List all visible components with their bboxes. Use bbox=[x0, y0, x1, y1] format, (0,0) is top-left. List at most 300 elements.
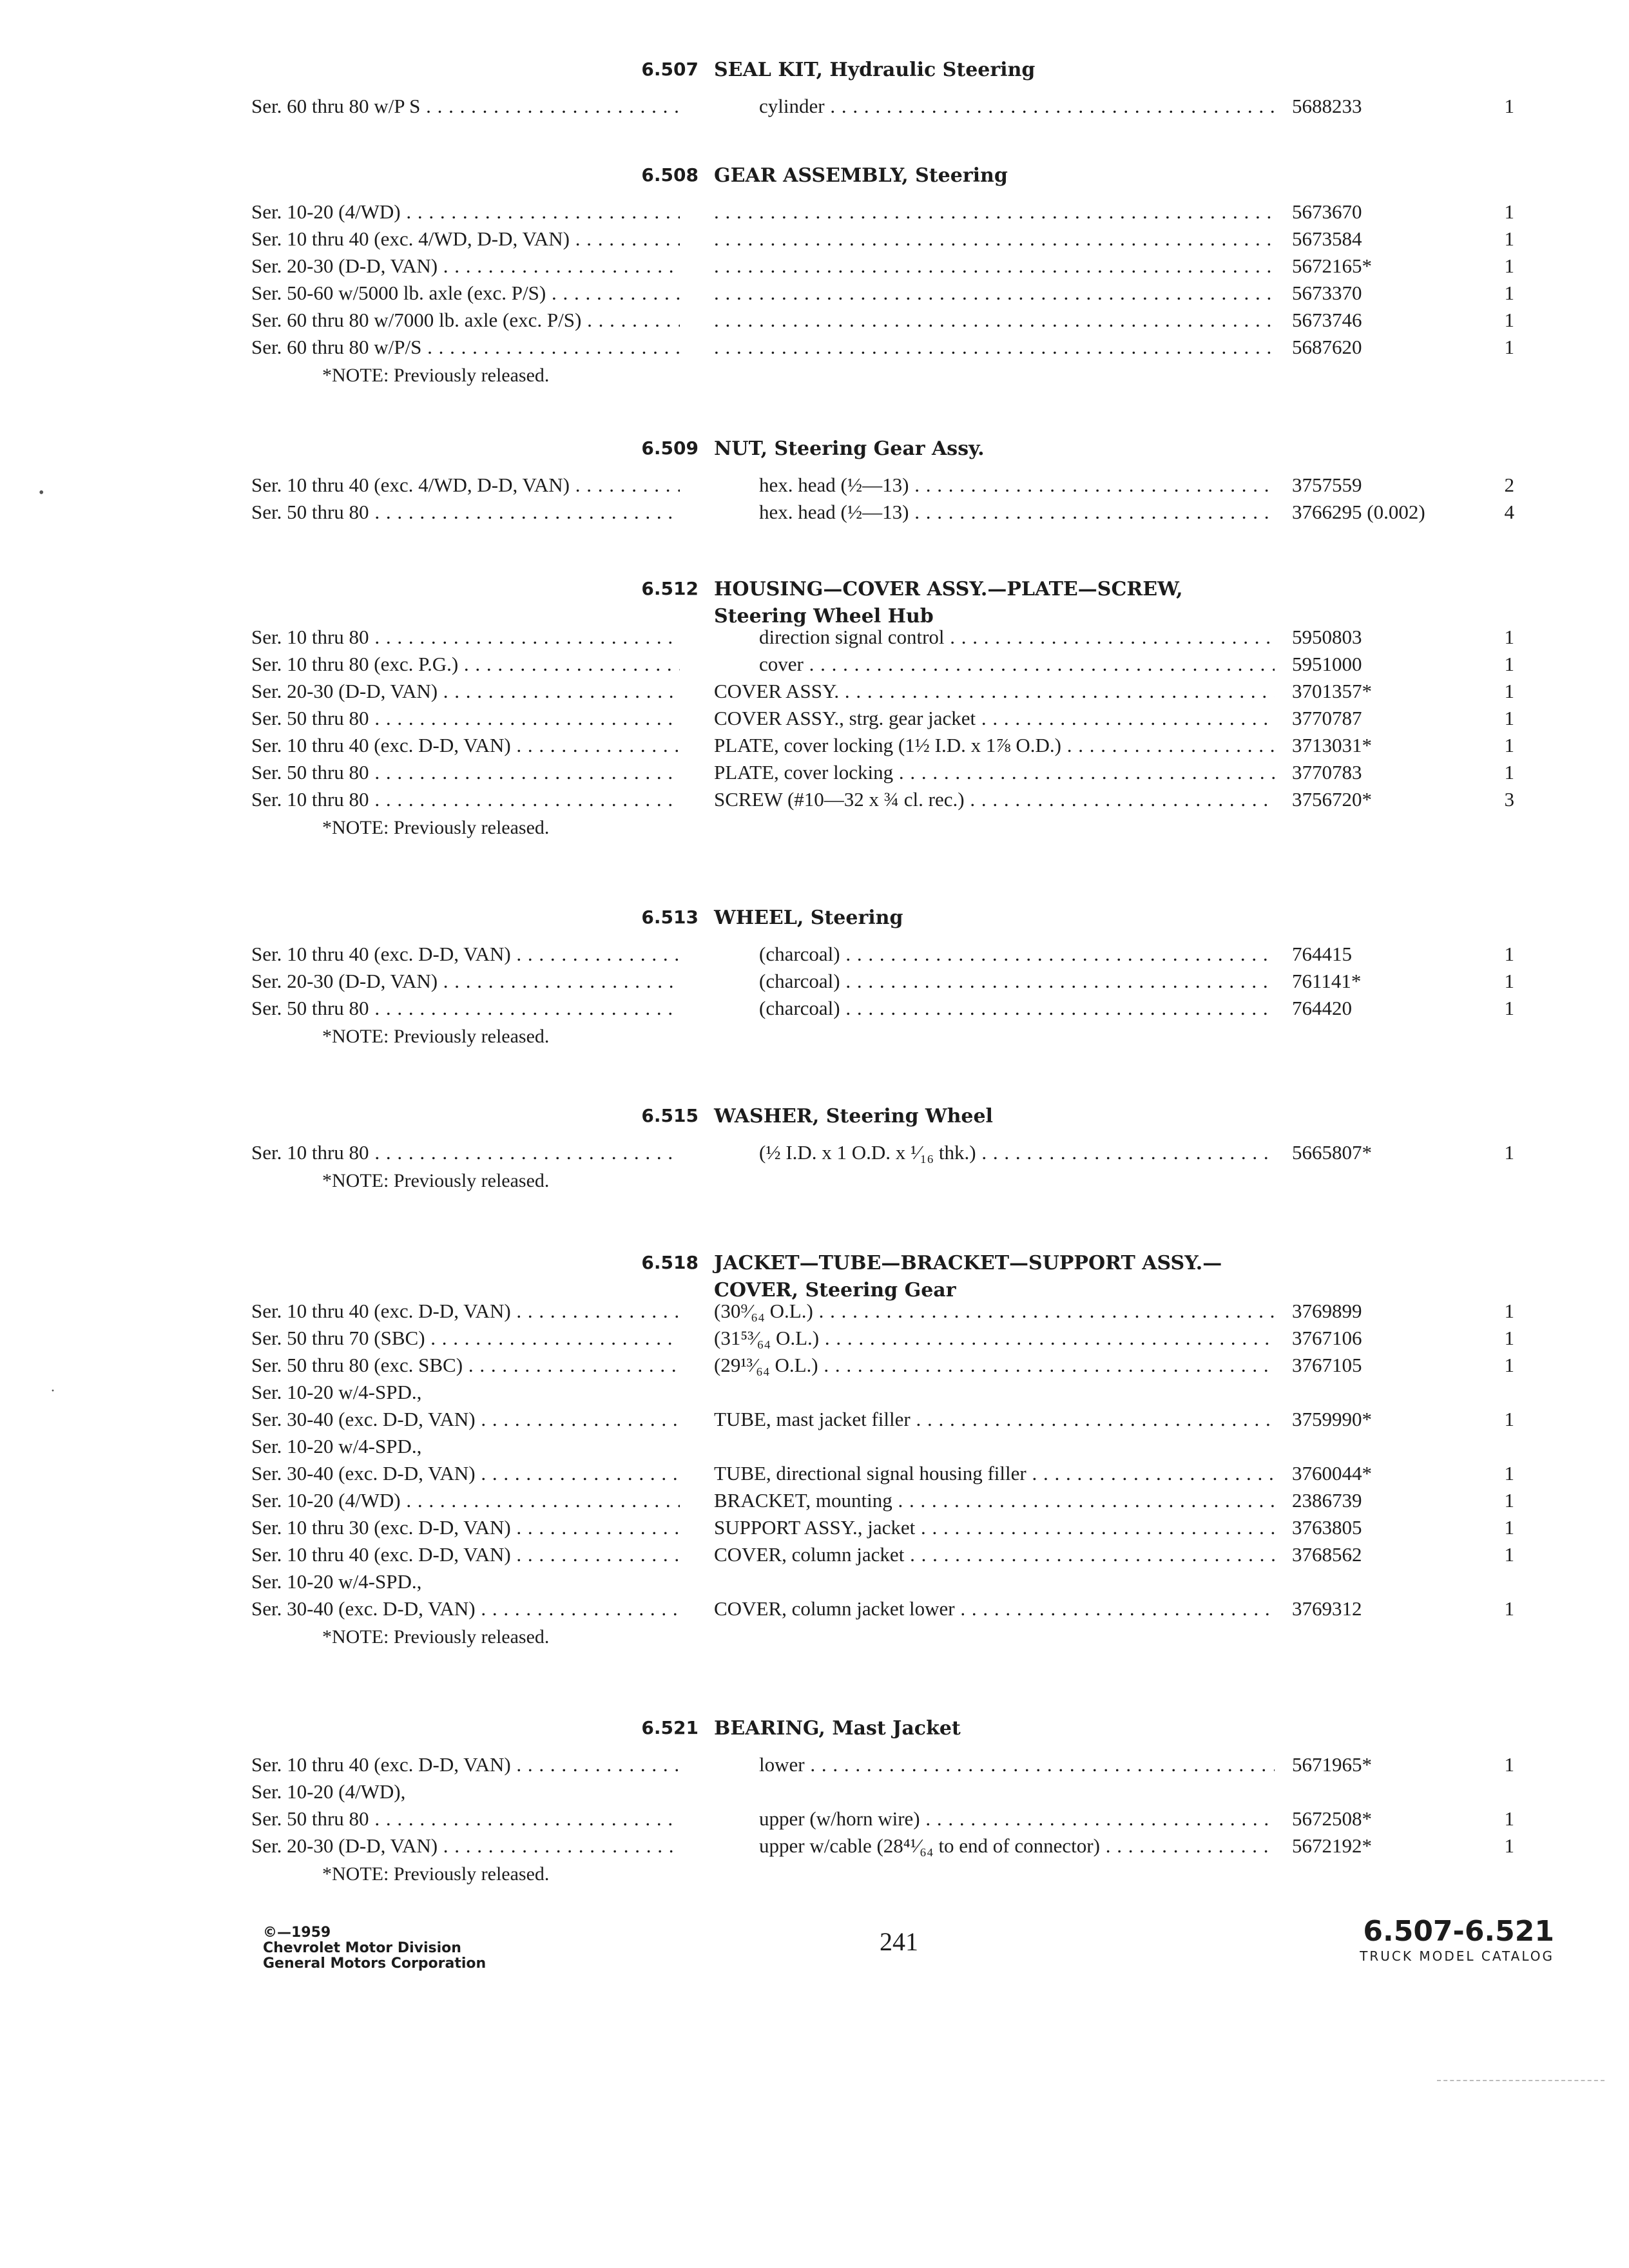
section-6-509 bbox=[0, 436, 1629, 526]
series-text: Ser. 50-60 w/5000 lb. axle (exc. P/S) bbox=[251, 282, 546, 304]
part-number: 764420 bbox=[1292, 997, 1352, 1019]
description-text: (charcoal) bbox=[759, 970, 840, 992]
description-text: cover bbox=[759, 653, 804, 675]
series-text: Ser. 10 thru 30 (exc. D-D, VAN) bbox=[251, 1516, 511, 1539]
series-label bbox=[251, 624, 680, 651]
series-text: Ser. 10-20 (4/WD) bbox=[251, 200, 401, 223]
series-label bbox=[251, 253, 680, 280]
series-text: Ser. 10 thru 40 (exc. D-D, VAN) bbox=[251, 1753, 511, 1776]
section-number: 6.518 bbox=[641, 1252, 699, 1273]
part-row bbox=[0, 651, 1629, 678]
section-number: 6.509 bbox=[641, 437, 699, 459]
section-header bbox=[0, 1250, 1629, 1302]
part-number: 5950803 bbox=[1292, 626, 1362, 648]
series-label bbox=[251, 1514, 680, 1541]
part-description bbox=[714, 1460, 1275, 1487]
series-text: Ser. 10 thru 40 (exc. D-D, VAN) bbox=[251, 1300, 511, 1322]
parts-list bbox=[0, 472, 1629, 526]
part-description bbox=[714, 1406, 1275, 1433]
part-description bbox=[714, 1325, 1275, 1352]
description-text: (29¹³⁄₆₄ O.L.) bbox=[714, 1354, 818, 1376]
section-number: 6.512 bbox=[641, 578, 699, 599]
section-title-line: SEAL KIT, Hydraulic Steering bbox=[714, 59, 1036, 81]
scan-speck: · bbox=[50, 1383, 55, 1399]
section-number: 6.513 bbox=[641, 907, 699, 928]
series-text: Ser. 60 thru 80 w/P S bbox=[251, 95, 421, 117]
series-text: Ser. 10-20 (4/WD), bbox=[251, 1780, 406, 1803]
part-row bbox=[0, 226, 1629, 253]
section-number: 6.507 bbox=[641, 59, 699, 80]
part-row bbox=[0, 941, 1629, 968]
quantity: 1 bbox=[1504, 1834, 1514, 1857]
note-text: *NOTE: Previously released. bbox=[322, 1170, 550, 1191]
section-title bbox=[714, 905, 1487, 932]
series-label bbox=[251, 198, 680, 226]
series-text: Ser. 10 thru 80 bbox=[251, 626, 369, 648]
part-number: 3770787 bbox=[1292, 707, 1362, 729]
page-number: 241 bbox=[880, 1927, 918, 1956]
part-row bbox=[0, 759, 1629, 786]
part-description bbox=[714, 1487, 1275, 1514]
description-text: SUPPORT ASSY., jacket bbox=[714, 1516, 916, 1539]
part-row bbox=[0, 1433, 1629, 1460]
parts-list bbox=[0, 1298, 1629, 1622]
section-6-521 bbox=[0, 1715, 1629, 1889]
part-row bbox=[0, 1379, 1629, 1406]
description-text: (30⁹⁄₆₄ O.L.) bbox=[714, 1300, 813, 1322]
part-number: 5673670 bbox=[1292, 200, 1362, 223]
series-label bbox=[251, 307, 680, 334]
section-title-line: WHEEL, Steering bbox=[714, 907, 903, 929]
description-text: PLATE, cover locking (1½ I.D. x 1⅞ O.D.) bbox=[714, 734, 1061, 756]
quantity: 1 bbox=[1504, 1516, 1514, 1539]
series-text: Ser. 20-30 (D-D, VAN) bbox=[251, 970, 438, 992]
quantity: 1 bbox=[1504, 707, 1514, 729]
part-number: 3768562 bbox=[1292, 1543, 1362, 1566]
series-label bbox=[251, 1568, 680, 1595]
series-label bbox=[251, 651, 680, 678]
parts-list bbox=[0, 941, 1629, 1022]
series-label bbox=[251, 1778, 680, 1805]
part-number: 5671965* bbox=[1292, 1753, 1372, 1776]
part-row bbox=[0, 995, 1629, 1022]
series-label bbox=[251, 732, 680, 759]
part-number: 3767106 bbox=[1292, 1327, 1362, 1349]
section-title-line: NUT, Steering Gear Assy. bbox=[714, 437, 985, 460]
section-header bbox=[0, 1715, 1629, 1751]
part-row bbox=[0, 705, 1629, 732]
series-label bbox=[251, 1751, 680, 1778]
series-text: Ser. 10 thru 40 (exc. 4/WD, D-D, VAN) bbox=[251, 474, 570, 496]
series-text: Ser. 50 thru 80 bbox=[251, 1807, 369, 1830]
part-number: 3757559 bbox=[1292, 474, 1362, 496]
series-label bbox=[251, 1487, 680, 1514]
section-header bbox=[0, 576, 1629, 628]
part-description bbox=[714, 198, 1275, 226]
part-description bbox=[759, 1751, 1275, 1778]
part-description bbox=[714, 786, 1275, 813]
quantity: 1 bbox=[1504, 734, 1514, 756]
part-row bbox=[0, 1460, 1629, 1487]
description-text: direction signal control bbox=[759, 626, 945, 648]
series-label bbox=[251, 1139, 680, 1166]
section-header bbox=[0, 57, 1629, 93]
section-title-line: BEARING, Mast Jacket bbox=[714, 1717, 961, 1740]
part-number: 5688233 bbox=[1292, 95, 1362, 117]
quantity: 1 bbox=[1504, 1543, 1514, 1566]
section-title-line: WASHER, Steering Wheel bbox=[714, 1105, 993, 1128]
series-text: Ser. 30-40 (exc. D-D, VAN) bbox=[251, 1597, 476, 1620]
section-title bbox=[714, 576, 1487, 630]
note-text: *NOTE: Previously released. bbox=[322, 1626, 550, 1648]
parts-list bbox=[0, 624, 1629, 813]
quantity: 1 bbox=[1504, 1300, 1514, 1322]
part-row bbox=[0, 1805, 1629, 1832]
series-label bbox=[251, 1379, 680, 1406]
section-title-line: GEAR ASSEMBLY, Steering bbox=[714, 164, 1008, 187]
part-description bbox=[714, 705, 1275, 732]
part-description bbox=[714, 678, 1275, 705]
catalog-name: TRUCK MODEL CATALOG bbox=[1360, 1948, 1554, 1964]
part-number: 3701357* bbox=[1292, 680, 1372, 702]
quantity: 1 bbox=[1504, 1141, 1514, 1164]
part-row bbox=[0, 1298, 1629, 1325]
quantity: 1 bbox=[1504, 200, 1514, 223]
section-title-line: JACKET—TUBE—BRACKET—SUPPORT ASSY.— bbox=[714, 1252, 1222, 1274]
part-row bbox=[0, 307, 1629, 334]
series-text: Ser. 50 thru 80 (exc. SBC) bbox=[251, 1354, 463, 1376]
part-number: 3767105 bbox=[1292, 1354, 1362, 1376]
part-description bbox=[714, 307, 1275, 334]
series-text: Ser. 50 thru 70 (SBC) bbox=[251, 1327, 425, 1349]
description-text: (charcoal) bbox=[759, 997, 840, 1019]
description-text: upper w/cable (28⁴¹⁄₆₄ to end of connector) bbox=[759, 1834, 1100, 1857]
note-text: *NOTE: Previously released. bbox=[322, 365, 550, 386]
section-note bbox=[0, 361, 1629, 390]
series-text: Ser. 50 thru 80 bbox=[251, 997, 369, 1019]
parts-list bbox=[0, 93, 1629, 120]
quantity: 1 bbox=[1504, 336, 1514, 358]
part-number: 2386739 bbox=[1292, 1489, 1362, 1512]
section-6-512 bbox=[0, 576, 1629, 843]
note-text: *NOTE: Previously released. bbox=[322, 817, 550, 838]
section-6-508 bbox=[0, 162, 1629, 390]
part-description bbox=[714, 226, 1275, 253]
corporation-name: General Motors Corporation bbox=[263, 1956, 487, 1972]
description-text: lower bbox=[759, 1753, 805, 1776]
series-text: Ser. 10-20 w/4-SPD., bbox=[251, 1435, 422, 1457]
series-label bbox=[251, 1460, 680, 1487]
series-text: Ser. 50 thru 80 bbox=[251, 501, 369, 523]
quantity: 1 bbox=[1504, 255, 1514, 277]
quantity: 1 bbox=[1504, 680, 1514, 702]
part-number: 5672165* bbox=[1292, 255, 1372, 277]
series-text: Ser. 10 thru 40 (exc. 4/WD, D-D, VAN) bbox=[251, 227, 570, 250]
part-row bbox=[0, 1352, 1629, 1379]
footer-publisher bbox=[263, 1925, 486, 1972]
section-note bbox=[0, 1860, 1629, 1889]
part-row bbox=[0, 1139, 1629, 1166]
quantity: 1 bbox=[1504, 761, 1514, 783]
part-number: 761141* bbox=[1292, 970, 1362, 992]
part-description bbox=[714, 1595, 1275, 1622]
part-row bbox=[0, 732, 1629, 759]
part-row bbox=[0, 1487, 1629, 1514]
division-name: Chevrolet Motor Division bbox=[263, 1940, 461, 1956]
part-row bbox=[0, 472, 1629, 499]
part-number: 5673370 bbox=[1292, 282, 1362, 304]
series-label bbox=[251, 499, 680, 526]
section-number: 6.521 bbox=[641, 1717, 699, 1738]
series-label bbox=[251, 1352, 680, 1379]
series-text: Ser. 10 thru 80 bbox=[251, 788, 369, 811]
part-description bbox=[759, 968, 1275, 995]
part-description bbox=[714, 280, 1275, 307]
part-description bbox=[714, 1298, 1275, 1325]
quantity: 1 bbox=[1504, 282, 1514, 304]
series-text: Ser. 30-40 (exc. D-D, VAN) bbox=[251, 1462, 476, 1485]
section-title-line: HOUSING—COVER ASSY.—PLATE—SCREW, bbox=[714, 578, 1183, 601]
description-text: TUBE, mast jacket filler bbox=[714, 1408, 911, 1430]
part-number: 764415 bbox=[1292, 943, 1352, 965]
description-text: hex. head (½—13) bbox=[759, 474, 909, 496]
series-text: Ser. 10 thru 40 (exc. D-D, VAN) bbox=[251, 734, 511, 756]
note-text: *NOTE: Previously released. bbox=[322, 1026, 550, 1047]
part-row bbox=[0, 499, 1629, 526]
part-description bbox=[759, 651, 1275, 678]
section-number: 6.508 bbox=[641, 164, 699, 186]
part-row bbox=[0, 624, 1629, 651]
part-number: 3760044* bbox=[1292, 1462, 1372, 1485]
part-description bbox=[759, 624, 1275, 651]
series-text: Ser. 30-40 (exc. D-D, VAN) bbox=[251, 1408, 476, 1430]
part-number: 5672508* bbox=[1292, 1807, 1372, 1830]
series-text: Ser. 10-20 (4/WD) bbox=[251, 1489, 401, 1512]
series-text: Ser. 10 thru 40 (exc. D-D, VAN) bbox=[251, 1543, 511, 1566]
section-range: 6.507-6.521 bbox=[1363, 1915, 1554, 1948]
part-description bbox=[759, 499, 1275, 526]
series-label bbox=[251, 1832, 680, 1860]
series-label bbox=[251, 759, 680, 786]
series-label bbox=[251, 1298, 680, 1325]
part-number: 3759990* bbox=[1292, 1408, 1372, 1430]
part-number: 5665807* bbox=[1292, 1141, 1372, 1164]
part-row bbox=[0, 678, 1629, 705]
part-description bbox=[714, 334, 1275, 361]
quantity: 4 bbox=[1504, 501, 1514, 523]
series-text: Ser. 10 thru 40 (exc. D-D, VAN) bbox=[251, 943, 511, 965]
series-text: Ser. 50 thru 80 bbox=[251, 761, 369, 783]
description-text: COVER ASSY. bbox=[714, 680, 840, 702]
part-description bbox=[714, 253, 1275, 280]
part-row bbox=[0, 253, 1629, 280]
part-row bbox=[0, 1595, 1629, 1622]
quantity: 1 bbox=[1504, 309, 1514, 331]
section-6-518 bbox=[0, 1250, 1629, 1652]
quantity: 3 bbox=[1504, 788, 1514, 811]
part-description bbox=[759, 1139, 1275, 1166]
series-text: Ser. 10 thru 80 (exc. P.G.) bbox=[251, 653, 459, 675]
section-header bbox=[0, 905, 1629, 941]
quantity: 1 bbox=[1504, 653, 1514, 675]
section-title-line: Steering Wheel Hub bbox=[714, 605, 934, 628]
copyright: ©—1959 bbox=[263, 1925, 331, 1941]
quantity: 1 bbox=[1504, 1807, 1514, 1830]
series-text: Ser. 10-20 w/4-SPD., bbox=[251, 1381, 422, 1403]
quantity: 2 bbox=[1504, 474, 1514, 496]
section-title-line: COVER, Steering Gear bbox=[714, 1279, 956, 1302]
section-6-515 bbox=[0, 1103, 1629, 1196]
series-label bbox=[251, 678, 680, 705]
part-number: 5687620 bbox=[1292, 336, 1362, 358]
series-text: Ser. 20-30 (D-D, VAN) bbox=[251, 255, 438, 277]
part-number: 3770783 bbox=[1292, 761, 1362, 783]
quantity: 1 bbox=[1504, 626, 1514, 648]
series-text: Ser. 20-30 (D-D, VAN) bbox=[251, 1834, 438, 1857]
quantity: 1 bbox=[1504, 1597, 1514, 1620]
series-text: Ser. 50 thru 80 bbox=[251, 707, 369, 729]
description-text: (charcoal) bbox=[759, 943, 840, 965]
description-text: BRACKET, mounting bbox=[714, 1489, 892, 1512]
part-row bbox=[0, 1325, 1629, 1352]
quantity: 1 bbox=[1504, 997, 1514, 1019]
parts-list bbox=[0, 198, 1629, 361]
part-row bbox=[0, 1778, 1629, 1805]
section-title bbox=[714, 436, 1487, 463]
series-text: Ser. 20-30 (D-D, VAN) bbox=[251, 680, 438, 702]
part-description bbox=[759, 941, 1275, 968]
part-number: 3769899 bbox=[1292, 1300, 1362, 1322]
part-row bbox=[0, 280, 1629, 307]
series-label bbox=[251, 1805, 680, 1832]
part-number: 5673584 bbox=[1292, 227, 1362, 250]
description-text: SCREW (#10—32 x ¾ cl. rec.) bbox=[714, 788, 965, 811]
part-row bbox=[0, 334, 1629, 361]
part-row bbox=[0, 786, 1629, 813]
part-number: 3769312 bbox=[1292, 1597, 1362, 1620]
part-description bbox=[759, 995, 1275, 1022]
description-text: TUBE, directional signal housing filler bbox=[714, 1462, 1027, 1485]
part-row bbox=[0, 93, 1629, 120]
part-row bbox=[0, 1514, 1629, 1541]
part-number: 3756720* bbox=[1292, 788, 1372, 811]
series-label bbox=[251, 1406, 680, 1433]
part-description bbox=[714, 1352, 1275, 1379]
section-header bbox=[0, 1103, 1629, 1139]
section-title bbox=[714, 1250, 1487, 1304]
section-6-507 bbox=[0, 57, 1629, 120]
section-note bbox=[0, 1166, 1629, 1196]
quantity: 1 bbox=[1504, 1462, 1514, 1485]
section-title bbox=[714, 1103, 1487, 1130]
section-title bbox=[714, 57, 1487, 84]
quantity: 1 bbox=[1504, 943, 1514, 965]
parts-list bbox=[0, 1751, 1629, 1860]
part-description bbox=[714, 1514, 1275, 1541]
description-text: PLATE, cover locking bbox=[714, 761, 894, 783]
part-row bbox=[0, 1541, 1629, 1568]
series-label bbox=[251, 280, 680, 307]
part-row bbox=[0, 1568, 1629, 1595]
scan-speck: • bbox=[39, 485, 44, 501]
part-number: 5951000 bbox=[1292, 653, 1362, 675]
parts-list bbox=[0, 1139, 1629, 1166]
part-number: 3713031* bbox=[1292, 734, 1372, 756]
series-label bbox=[251, 968, 680, 995]
part-row bbox=[0, 1406, 1629, 1433]
part-row bbox=[0, 198, 1629, 226]
part-row bbox=[0, 968, 1629, 995]
series-label bbox=[251, 786, 680, 813]
series-label bbox=[251, 334, 680, 361]
description-text: cylinder bbox=[759, 95, 825, 117]
quantity: 1 bbox=[1504, 227, 1514, 250]
series-text: Ser. 10 thru 80 bbox=[251, 1141, 369, 1164]
quantity: 1 bbox=[1504, 1327, 1514, 1349]
section-note bbox=[0, 1622, 1629, 1652]
section-title bbox=[714, 1715, 1487, 1742]
part-description bbox=[714, 732, 1275, 759]
series-text: Ser. 10-20 w/4-SPD., bbox=[251, 1570, 422, 1593]
series-label bbox=[251, 1541, 680, 1568]
series-label bbox=[251, 1433, 680, 1460]
series-label bbox=[251, 705, 680, 732]
description-text: COVER ASSY., strg. gear jacket bbox=[714, 707, 976, 729]
series-label bbox=[251, 93, 680, 120]
quantity: 1 bbox=[1504, 95, 1514, 117]
section-note bbox=[0, 1022, 1629, 1052]
description-text: upper (w/horn wire) bbox=[759, 1807, 920, 1830]
quantity: 1 bbox=[1504, 1408, 1514, 1430]
series-label bbox=[251, 995, 680, 1022]
description-text: COVER, column jacket lower bbox=[714, 1597, 955, 1620]
series-label bbox=[251, 226, 680, 253]
part-number: 5672192* bbox=[1292, 1834, 1372, 1857]
note-text: *NOTE: Previously released. bbox=[322, 1863, 550, 1885]
scan-smudge bbox=[1437, 2080, 1605, 2081]
section-note bbox=[0, 813, 1629, 843]
series-text: Ser. 60 thru 80 w/7000 lb. axle (exc. P/S) bbox=[251, 309, 582, 331]
quantity: 1 bbox=[1504, 1489, 1514, 1512]
part-description bbox=[759, 1832, 1275, 1860]
quantity: 1 bbox=[1504, 1753, 1514, 1776]
description-text: (½ I.D. x 1 O.D. x ¹⁄₁₆ thk.) bbox=[759, 1141, 976, 1164]
part-row bbox=[0, 1832, 1629, 1860]
part-description bbox=[759, 472, 1275, 499]
description-text: COVER, column jacket bbox=[714, 1543, 905, 1566]
description-text: (31⁵³⁄₆₄ O.L.) bbox=[714, 1327, 820, 1349]
section-number: 6.515 bbox=[641, 1105, 699, 1126]
series-label bbox=[251, 1595, 680, 1622]
part-number: 3766295 (0.002) bbox=[1292, 501, 1425, 523]
series-label bbox=[251, 472, 680, 499]
series-label bbox=[251, 1325, 680, 1352]
description-text: hex. head (½—13) bbox=[759, 501, 909, 523]
part-number: 5673746 bbox=[1292, 309, 1362, 331]
part-number: 3763805 bbox=[1292, 1516, 1362, 1539]
part-description bbox=[759, 1805, 1275, 1832]
section-header bbox=[0, 162, 1629, 198]
part-description bbox=[714, 759, 1275, 786]
section-header bbox=[0, 436, 1629, 472]
series-label bbox=[251, 941, 680, 968]
quantity: 1 bbox=[1504, 970, 1514, 992]
part-row bbox=[0, 1751, 1629, 1778]
section-6-513 bbox=[0, 905, 1629, 1052]
part-description bbox=[714, 1541, 1275, 1568]
series-text: Ser. 60 thru 80 w/P/S bbox=[251, 336, 422, 358]
part-description bbox=[759, 93, 1275, 120]
